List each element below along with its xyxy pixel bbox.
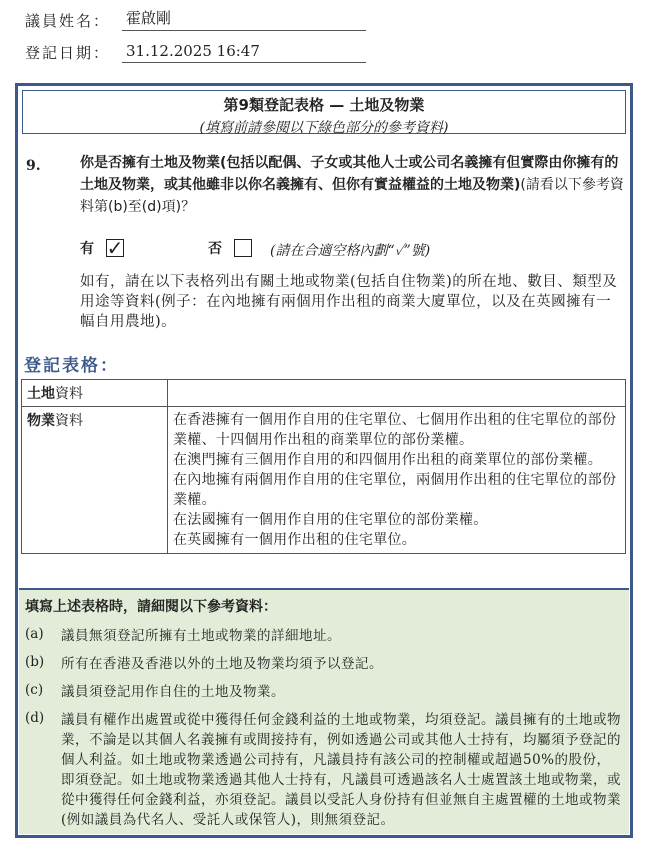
- intro-paragraph: 如有，請在以下表格列出有關土地或物業(包括自住物業)的所在地、數目、類型及用途等資料(例子：在內地擁有兩個用作出租的商業大廈單位，以及在英國擁有一幅自用農地)。: [80, 274, 618, 330]
- property-line: 在澳門擁有三個用作自用的和四個用作出租的商業單位的部份業權。: [173, 452, 602, 468]
- note-key: (a): [25, 626, 44, 642]
- question-number: 9.: [26, 158, 41, 174]
- registration-form-heading: 登記表格：: [24, 356, 119, 376]
- note-text: 議員須登記用作自住的土地及物業。: [61, 684, 285, 700]
- registration-date-value: 31.12.2025 16:47: [122, 42, 366, 63]
- land-row: [22, 380, 626, 407]
- note-item: [25, 682, 623, 702]
- property-line: 在法國擁有一個用作自用的住宅單位的部份業權。: [173, 512, 488, 528]
- question-text: [80, 152, 625, 218]
- yes-checkbox[interactable]: ✓: [106, 236, 124, 260]
- no-label: 否: [208, 241, 222, 257]
- form-title-box: [22, 90, 626, 134]
- note-text: 議員有權作出處置或從中獲得任何金錢利益的土地或物業，均須登記。議員擁有的土地或物業，不論是以其個人名義擁有或間接持有，例如透過公司或其他人士持有，均屬須予登記的個人利益。如土地或物業透過公司持有，凡議員持有該公司的控制權或超過50%的股份，即須登記。如土地或物業透過其他人士持有，凡議員可透過該名人士處置該土地或物業，或從中獲得任何金錢利益，亦須登記。議員以受託人身份持有但並無自主處置權的土地或物業(例如議員為代名人、受託人或保管人)，則無須登記。: [61, 712, 621, 828]
- note-text: 議員無須登記所擁有土地或物業的詳細地址。: [61, 628, 341, 644]
- property-line: 在英國擁有一個用作出租的住宅單位。: [173, 532, 417, 548]
- property-value: [168, 407, 626, 554]
- yes-option: [80, 238, 124, 258]
- property-line: 在內地擁有兩個用作自用的住宅單位，兩個用作出租的住宅單位的部份業權。: [173, 472, 617, 508]
- note-key: (b): [25, 654, 45, 670]
- registration-form-frame: [15, 83, 633, 838]
- property-label: 物業資料: [22, 407, 168, 554]
- question-reference-text: (請看以下參考資料第(b)至(d)項)？: [80, 177, 624, 215]
- note-key: (c): [25, 682, 44, 698]
- yes-label: 有: [80, 241, 94, 257]
- note-item: [25, 710, 623, 830]
- note-item: [25, 626, 623, 646]
- notes-heading: 填寫上述表格時，請細閱以下參考資料：: [25, 599, 277, 615]
- land-value: [168, 380, 626, 407]
- reference-notes: [19, 588, 629, 834]
- note-key: (d): [25, 710, 45, 726]
- note-text: 所有在香港及香港以外的土地及物業均須予以登記。: [61, 656, 383, 672]
- no-checkbox[interactable]: [234, 239, 252, 257]
- member-name-value: 霍啟剛: [122, 7, 366, 31]
- no-option: [208, 238, 252, 258]
- checkbox-instruction: (請在合適空格內劃“✓”號): [270, 243, 431, 259]
- member-name-row: [25, 9, 172, 31]
- note-item: [25, 654, 623, 674]
- registration-table: [21, 379, 626, 554]
- question-bold-text: 你是否擁有土地及物業(包括以配偶、子女或其他人士或公司名義擁有但實際由你擁有的土地及物業，或其他雖非以你名義擁有、但你有實益權益的土地及物業): [80, 155, 619, 193]
- property-row: [22, 407, 626, 554]
- form-subtitle: (填寫前請參閱以下綠色部分的參考資料): [199, 120, 449, 136]
- form-title: 第9類登記表格 — 土地及物業: [223, 96, 425, 114]
- registration-date-row: [25, 42, 260, 63]
- property-line: 在香港擁有一個用作自用的住宅單位、七個用作出租的住宅單位的部份業權、十四個用作出租的商業單位的部份業權。: [173, 412, 617, 448]
- registration-date-label: 登記日期：: [25, 44, 111, 62]
- member-name-label: 議員姓名：: [25, 12, 111, 30]
- land-label: 土地資料: [22, 380, 168, 407]
